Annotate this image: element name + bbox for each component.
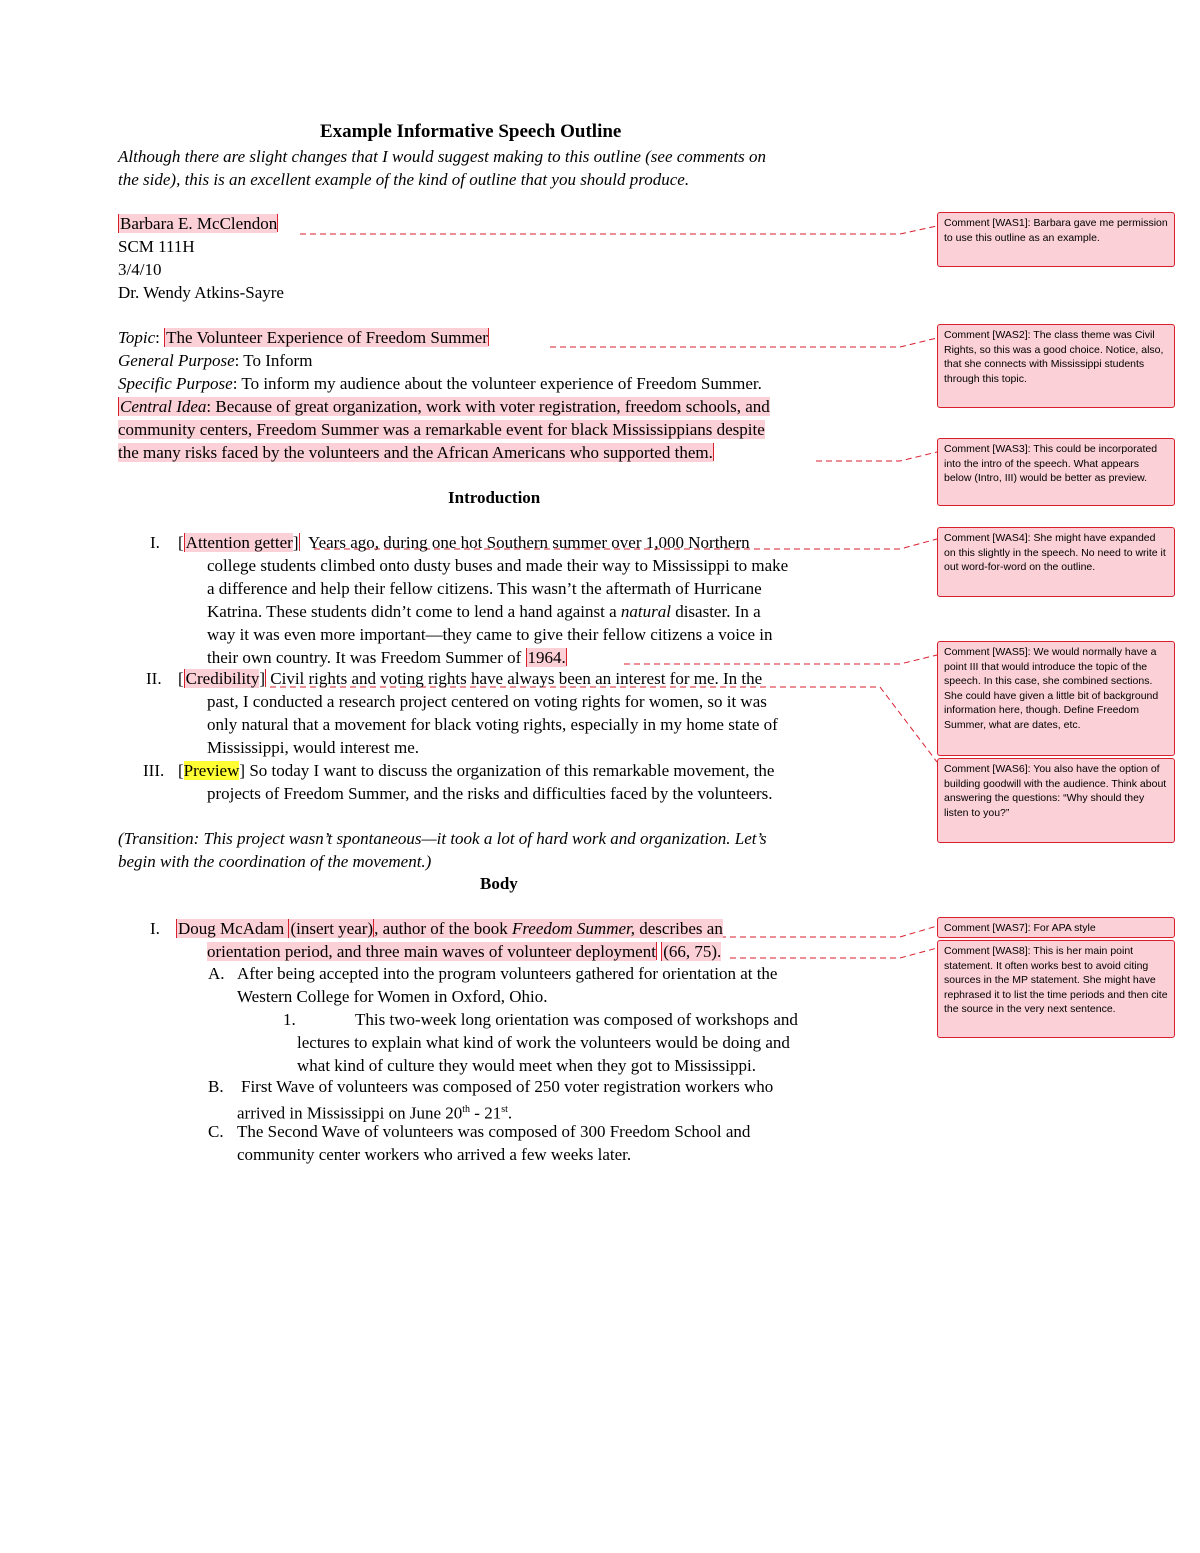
body-sub-a-line1: After being accepted into the program volunteers gathered for orientation at the	[237, 964, 778, 983]
body-sub-c-letter: C.	[208, 1122, 224, 1141]
comment-was2[interactable]	[937, 324, 1175, 408]
intro-point-1-line4-b: disaster. In a	[670, 602, 761, 621]
intro-point-1-line1: [ Attention getter] Years ago, during one hot Southern summer over 1,000 Northern	[178, 533, 750, 552]
intro-point-1-line4	[207, 601, 761, 623]
intro-note-line2: the side), this is an excellent example of the kind of outline that you should produce.	[118, 170, 690, 189]
central-idea-text2: community centers, Freedom Summer was a remarkable event for black Mississippians despite	[118, 420, 765, 439]
specific-purpose-line	[118, 373, 762, 395]
comment-label: Comment [WAS1]:	[944, 217, 1031, 229]
body-point-1-line1	[176, 918, 723, 940]
general-purpose-value: : To Inform	[234, 351, 313, 370]
intro-point-1-number: I.	[150, 533, 160, 552]
intro-point-1-text: Years ago, during one hot Southern summer over 1,000 Northern	[308, 533, 750, 552]
comment-label: Comment [WAS5]:	[944, 646, 1031, 658]
comment-anchor-end	[566, 648, 567, 666]
central-idea-text3: the many risks faced by the volunteers and the African Americans who supported them.	[118, 443, 713, 462]
comment-anchor-end	[656, 942, 657, 960]
insert-year-text: (insert year)	[290, 919, 374, 938]
comment-anchor-end	[713, 443, 714, 461]
central-idea-line1	[118, 396, 770, 418]
comment-text: We would normally have a point III that would introduce the topic of the speech. In this case, she combined sections. She could have given a little bit of background information here, though. Define Freedom Summer, what are dates, etc.	[944, 646, 1159, 731]
central-idea-line3	[118, 442, 714, 464]
general-purpose-line	[118, 350, 312, 372]
intro-point-3-number: III.	[143, 761, 165, 780]
date-line: 3/4/10	[118, 260, 162, 279]
intro-point-2-line3: only natural that a movement for black voting rights, especially in my home state of	[207, 715, 778, 734]
body-sub-c-line1: The Second Wave of volunteers was composed of 300 Freedom School and	[237, 1122, 751, 1141]
intro-point-3-line2: projects of Freedom Summer, and the risks and difficulties faced by the volunteers.	[207, 784, 773, 803]
body-point-1-number: I.	[150, 919, 160, 938]
author-line	[118, 213, 278, 235]
comment-was8[interactable]	[937, 940, 1175, 1038]
comment-text: The class theme was Civil Rights, so this was a good choice. Notice, also, that she connects with Mississippi students through this topic.	[944, 329, 1164, 385]
body-sub-b-text-a: arrived in Mississippi on June 20	[237, 1103, 463, 1123]
body-sub-b-line1: First Wave of volunteers was composed of 250 voter registration workers who	[241, 1077, 774, 1096]
comment-anchor-end	[265, 669, 266, 687]
intro-point-1-line4-italic: natural	[620, 602, 671, 621]
ordinal-st: st	[501, 1104, 508, 1115]
intro-point-1-line2: college students climbed onto dusty buses and made their way to Mississippi to make	[207, 556, 789, 575]
intro-note-line1: Although there are slight changes that I would suggest making to this outline (see comments on	[118, 147, 766, 166]
comment-label: Comment [WAS4]:	[944, 532, 1031, 544]
intro-point-1-line4-a: Katrina. These students didn’t come to lend a hand against a	[207, 602, 621, 621]
instructor-line: Dr. Wendy Atkins-Sayre	[118, 283, 284, 302]
attention-getter-tag: Attention getter	[185, 533, 293, 552]
intro-point-2-number: II.	[146, 669, 162, 688]
specific-purpose-value: : To inform my audience about the volunteer experience of Freedom Summer.	[232, 374, 762, 393]
introduction-heading: Introduction	[448, 488, 541, 507]
topic-line: Topic: The Volunteer Experience of Freedom Summer	[118, 328, 488, 347]
comment-label: Comment [WAS2]:	[944, 329, 1031, 341]
document-title: Example Informative Speech Outline	[320, 121, 622, 142]
comment-label: Comment [WAS7]:	[944, 922, 1031, 934]
specific-purpose-label: Specific Purpose	[118, 374, 233, 393]
intro-point-2-line2: past, I conducted a research project centered on voting rights for women, so it was	[207, 692, 767, 711]
transition-line2: begin with the coordination of the movement.)	[118, 852, 432, 871]
transition-line1: (Transition: This project wasn’t spontaneous—it took a lot of hard work and organization. Let’s	[118, 829, 767, 848]
intro-point-1-line6	[207, 647, 567, 669]
credibility-tag: Credibility	[185, 669, 260, 688]
topic-value: The Volunteer Experience of Freedom Summer	[166, 328, 488, 347]
author-mcadam: Doug McAdam	[178, 919, 285, 938]
body-sub-c-line2: community center workers who arrived a few weeks later.	[237, 1145, 632, 1164]
author-name: Barbara E. McClendon	[120, 214, 278, 233]
intro-point-1-line6-a: their own country. It was Freedom Summer of	[207, 648, 526, 667]
comment-was5[interactable]	[937, 641, 1175, 756]
ordinal-th: th	[462, 1104, 471, 1115]
body-sub-a-line2: Western College for Women in Oxford, Ohio.	[237, 987, 548, 1006]
comment-anchor-end	[277, 214, 278, 232]
citation-pages: (66, 75).	[663, 942, 722, 961]
body-point-1-text-a: , author of the book	[374, 919, 512, 938]
body-sub-b-text-b: - 21	[470, 1103, 502, 1123]
intro-point-1-line3: a difference and help their fellow citizens. This wasn’t the aftermath of Hurricane	[207, 579, 762, 598]
comment-text: Barbara gave me permission to use this outline as an example.	[944, 217, 1168, 244]
body-sub-b-text-c: .	[507, 1103, 513, 1123]
body-sub-a-letter: A.	[208, 964, 225, 983]
comment-was6[interactable]	[937, 758, 1175, 843]
preview-tag: Preview	[183, 761, 240, 780]
comment-anchor-end	[299, 533, 300, 551]
comment-text: You also have the option of building goodwill with the audience. Think about answering the questions: “Why should they listen to you?”	[944, 763, 1167, 819]
general-purpose-label: General Purpose	[118, 351, 235, 370]
body-sub-a1-line3: what kind of culture they would meet when they got to Mississippi.	[297, 1056, 756, 1075]
comment-label: Comment [WAS6]:	[944, 763, 1031, 775]
intro-point-2-text: Civil rights and voting rights have always been an interest for me. In the	[270, 669, 763, 688]
intro-point-1-line5: way it was even more important—they came to give their fellow citizens a voice in	[207, 625, 773, 644]
comment-label: Comment [WAS8]:	[944, 945, 1031, 957]
central-idea-text1: : Because of great organization, work with voter registration, freedom schools, and	[206, 397, 770, 416]
body-point-1-text-b: describes an	[635, 919, 723, 938]
book-title: Freedom Summer,	[511, 919, 636, 938]
comment-text: This could be incorporated into the intro of the speech. What appears below (Intro, III) would be better as preview.	[944, 443, 1158, 484]
freedom-summer-year: 1964.	[527, 648, 566, 667]
comment-was7[interactable]	[937, 917, 1175, 938]
intro-point-3-text: So today I want to discuss the organization of this remarkable movement, the	[249, 761, 775, 780]
topic-label: Topic	[118, 328, 156, 347]
body-sub-a1-line2: lectures to explain what kind of work the volunteers would be doing and	[297, 1033, 790, 1052]
intro-point-3-line1: [Preview] So today I want to discuss the organization of this remarkable movement, the	[178, 761, 775, 780]
body-sub-b-letter: B.	[208, 1077, 224, 1096]
body-heading: Body	[480, 874, 518, 893]
body-sub-a1-line1: This two-week long orientation was composed of workshops and	[355, 1010, 798, 1029]
comment-was3[interactable]	[937, 438, 1175, 506]
comment-was1[interactable]	[937, 212, 1175, 267]
central-idea-label: Central Idea	[120, 397, 207, 416]
comment-label: Comment [WAS3]:	[944, 443, 1031, 455]
comment-text: For APA style	[1033, 922, 1096, 934]
intro-point-2-line4: Mississippi, would interest me.	[207, 738, 420, 757]
central-idea-line2	[118, 419, 765, 441]
course-line: SCM 111H	[118, 237, 195, 256]
intro-point-2-line1: [ Credibility] Civil rights and voting rights have always been an interest for me. In the	[178, 669, 763, 688]
comment-text: This is her main point statement. It often works best to avoid citing sources in the MP statement. She might have rephrased it to list the time periods and then cite the source in the very next sentence.	[944, 945, 1168, 1015]
body-sub-a1-number: 1.	[283, 1010, 296, 1029]
comment-was4[interactable]	[937, 527, 1175, 597]
body-point-1-text-c: orientation period, and three main waves of volunteer deployment	[207, 942, 656, 961]
comment-anchor-end	[488, 328, 489, 346]
comment-text: She might have expanded on this slightly in the speech. No need to write it out word-for-word on the outline.	[944, 532, 1166, 573]
body-point-1-line2	[207, 941, 721, 963]
